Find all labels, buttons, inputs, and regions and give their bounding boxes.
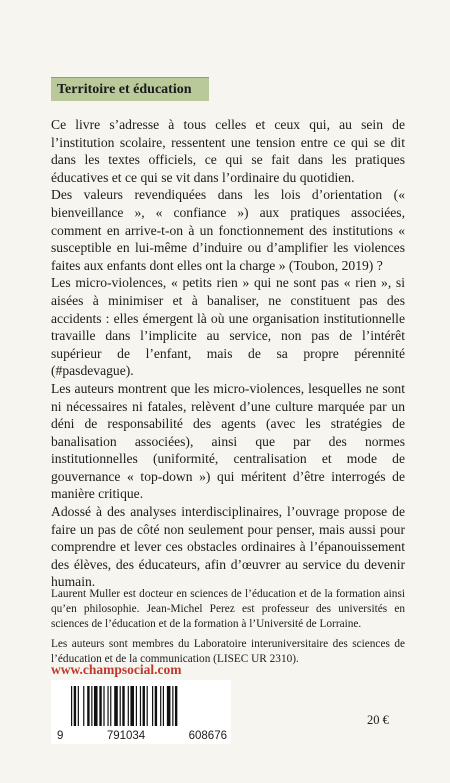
barcode-digit-prefix: 9	[57, 730, 64, 742]
barcode-digit-group-1: 791034	[106, 730, 146, 742]
barcode-bars	[71, 686, 217, 730]
author-bio	[51, 587, 405, 673]
author-bio-paragraph-1: Laurent Muller est docteur en sciences de l’éducation et de la formation ainsi qu’en philosophie. Jean-Michel Perez est professeur des universités en sciences de l’éducation et de la formation à l’Université de Lorraine.	[51, 588, 405, 630]
blurb-paragraph-2: Des valeurs revendiquées dans les lois d’orientation (« bienveillance », « confiance ») aux pratiques associées, comment en arrive-t-on à un fonctionnement des institutions « susceptible en lui-même d’induire ou d’amplifier les violences faites aux enfants dont elles ont la charge » (Toubon, 2019) ?	[51, 187, 405, 273]
back-cover-blurb	[51, 116, 405, 591]
series-title: Territoire et éducation	[57, 81, 192, 97]
barcode-digits	[57, 730, 227, 742]
blurb-paragraph-5: Adossé à des analyses interdisciplinaires, l’ouvrage propose de faire un pas de côté non seulement pour penser, mais aussi pour comprendre et lever ces obstacles ordinaires à l’épanouissement des élèves, des éducateurs, afin d’œuvrer au service du devenir humain.	[51, 504, 405, 590]
blurb-paragraph-1: Ce livre s’adresse à tous celles et ceux qui, au sein de l’institution scolaire, ressentent une tension entre ce qui se dit dans les textes officiels, ce qui se fait dans les pratiques éducatives et ce qui se vit dans l’ordinaire du quotidien.	[51, 117, 405, 185]
price: 20 €	[367, 713, 389, 727]
barcode-digit-group-2: 608676	[188, 730, 227, 742]
publisher-website[interactable]: www.champsocial.com	[51, 662, 182, 677]
series-banner	[51, 77, 209, 101]
blurb-paragraph-3: Les micro-violences, « petits rien » qui ne sont pas « rien », si aisées à minimiser et à banaliser, ne constituent pas des accidents : elles émergent là où une organisation institutionnelle travaille dans l’implicite au service, non pas de l’intérêt supérieur de l’enfant, mais de sa propre pérennité (#pasdevague).	[51, 275, 405, 379]
blurb-paragraph-4: Les auteurs montrent que les micro-violences, lesquelles ne sont ni nécessaires ni fatales, relèvent d’une culture marquée par un déni de responsabilité des agents (avec les stratégies de banalisation associées), ainsi que par des normes institutionnelles (uniformité, centralisation et mode de gouvernance « top-down ») qui méritent d’être interrogés de manière critique.	[51, 380, 405, 502]
author-bio-paragraph-2: Les auteurs sont membres du Laboratoire interuniversitaire des sciences de l’éducation et de la communication (LISEC UR 2310).	[51, 638, 405, 666]
isbn-barcode	[51, 680, 231, 744]
